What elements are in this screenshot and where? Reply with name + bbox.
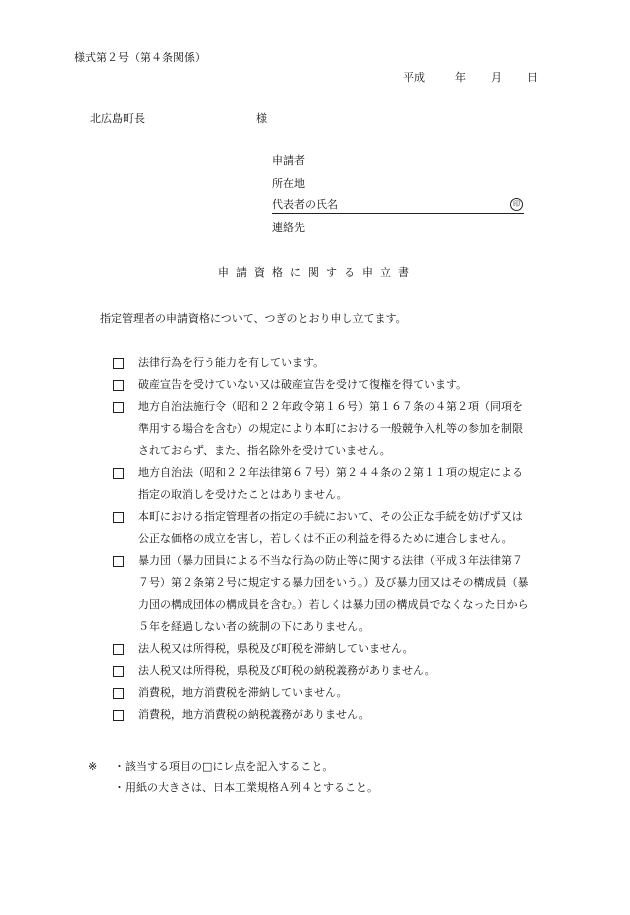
declaration-item [110, 638, 560, 660]
declaration-text: 地方自治法（昭和２２年法律第６７号）第２４４条の２第１１項の規定による [138, 466, 523, 479]
declaration-text: 地方自治法施行令（昭和２２年政令第１６号）第１６７条の４第２項（同項を [138, 400, 523, 413]
checkbox[interactable] [113, 512, 124, 523]
declaration-text: 準用する場合を含む）の規定により本町における一般競争入札等の参加を制限 [138, 422, 523, 435]
declaration-text: 本町における指定管理者の指定の手続において、その公正な手続を妨げず又は [138, 510, 523, 523]
declaration-item [110, 352, 560, 374]
checkbox[interactable] [113, 358, 124, 369]
declaration-text: ７号）第２条第２号に規定する暴力団をいう。）及び暴力団又はその構成員（暴 [138, 576, 529, 589]
document-title: 申請資格に関する申立書 [218, 266, 416, 279]
declaration-text: 法人税又は所得税，県税及び町税を滞納していません。 [138, 642, 414, 655]
note-line: ・該当する項目の□にレ点を記入すること。 [114, 760, 334, 773]
applicant-label: 申請者 [272, 154, 305, 167]
checkbox[interactable] [113, 468, 124, 479]
declaration-text: 消費税，地方消費税の納税義務がありません。 [138, 708, 370, 721]
date-year-label: 年 [455, 71, 466, 84]
note-line: ・用紙の大きさは、日本工業規格Ａ列４とすること。 [114, 781, 378, 794]
declaration-item [110, 462, 560, 506]
date-day-label: 日 [527, 71, 538, 84]
declaration-text: 公正な価格の成立を害し，若しくは不正の利益を得るために連合しません。 [138, 532, 513, 545]
checkbox[interactable] [113, 688, 124, 699]
declaration-item [110, 506, 560, 550]
declaration-item [110, 374, 560, 396]
checkbox[interactable] [113, 402, 124, 413]
seal-mark: 印 [510, 198, 523, 211]
declaration-text: 暴力団（暴力団員による不当な行為の防止等に関する法律（平成３年法律第７ [138, 554, 523, 567]
representative-label: 代表者の氏名 [272, 198, 338, 211]
declaration-text: 破産宣告を受けていない又は破産宣告を受けて復権を得ています。 [138, 378, 468, 391]
checkbox[interactable] [113, 666, 124, 677]
date-era: 平成 [403, 71, 425, 84]
addressee-honorific: 様 [256, 112, 267, 125]
form-number: 様式第２号（第４条関係） [74, 51, 206, 64]
address-label: 所在地 [272, 177, 305, 190]
checkbox[interactable] [113, 556, 124, 567]
declaration-item [110, 396, 560, 462]
declaration-item [110, 704, 560, 726]
declaration-item [110, 660, 560, 682]
declaration-text: 力団の構成団体の構成員を含む。）若しくは暴力団の構成員でなくなった日から [138, 598, 529, 611]
declaration-text: 消費税，地方消費税を滞納していません。 [138, 686, 348, 699]
intro-text: 指定管理者の申請資格について、つぎのとおり申し立てます。 [100, 312, 407, 325]
date-month-label: 月 [491, 71, 502, 84]
note-mark: ※ [88, 760, 98, 773]
declaration-item [110, 682, 560, 704]
contact-label: 連絡先 [272, 221, 305, 234]
checkbox[interactable] [113, 644, 124, 655]
checkbox[interactable] [113, 380, 124, 391]
declaration-text: 法律行為を行う能力を有しています。 [138, 356, 325, 369]
declaration-text: されておらず、また、指名除外を受けていません。 [138, 444, 391, 457]
representative-name-field [272, 199, 524, 214]
declaration-item [110, 550, 560, 638]
declaration-list [110, 352, 560, 726]
checkbox[interactable] [113, 710, 124, 721]
addressee: 北広島町長 [90, 112, 145, 125]
declaration-text: ５年を経過しない者の統制の下にありません。 [138, 620, 370, 633]
declaration-text: 指定の取消しを受けたことはありません。 [138, 488, 348, 501]
declaration-text: 法人税又は所得税，県税及び町税の納税義務がありません。 [138, 664, 436, 677]
date-line [403, 72, 538, 83]
